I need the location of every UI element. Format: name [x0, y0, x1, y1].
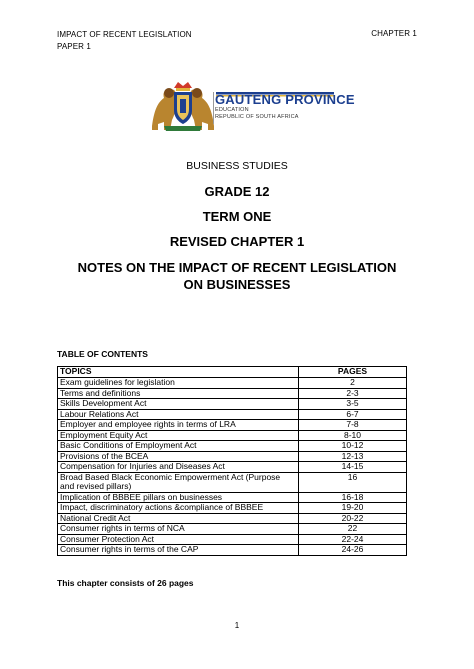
toc-topic: Skills Development Act [58, 399, 299, 410]
table-row [58, 409, 407, 420]
toc-topic: Consumer rights in terms of the CAP [58, 545, 299, 556]
term-title: TERM ONE [202, 209, 272, 224]
toc-topic: Consumer rights in terms of NCA [58, 524, 299, 535]
toc-topic: Implication of BBBEE pillars on businesses [58, 492, 299, 503]
logo-department: EDUCATION [215, 107, 249, 113]
toc-heading: TABLE OF CONTENTS [57, 349, 148, 359]
table-row [58, 534, 407, 545]
table-row [58, 420, 407, 431]
toc-col-topics: TOPICS [58, 367, 299, 378]
toc-topic: Labour Relations Act [58, 409, 299, 420]
toc-pages: 24-26 [299, 545, 407, 556]
toc-topic: Consumer Protection Act [58, 534, 299, 545]
toc-topic: Impact, discriminatory actions &compliance of BBBEE [58, 503, 299, 514]
toc-pages: 2 [299, 378, 407, 389]
toc-topic: Employment Equity Act [58, 430, 299, 441]
toc-pages: 19-20 [299, 503, 407, 514]
toc-col-pages: PAGES [299, 367, 407, 378]
table-row [58, 472, 407, 492]
logo-country: REPUBLIC OF SOUTH AFRICA [215, 114, 299, 120]
toc-pages: 22 [299, 524, 407, 535]
table-row [58, 545, 407, 556]
header-title: IMPACT OF RECENT LEGISLATION [57, 30, 192, 39]
table-row [58, 503, 407, 514]
toc-topic: Employer and employee rights in terms of LRA [58, 420, 299, 431]
toc-pages: 20-22 [299, 513, 407, 524]
header-chapter: CHAPTER 1 [371, 29, 417, 38]
page-count-note: This chapter consists of 26 pages [57, 578, 194, 588]
table-row [58, 492, 407, 503]
toc-topic: Broad Based Black Economic Empowerment Act (Purpose and revised pillars) [58, 472, 299, 492]
toc-topic: Basic Conditions of Employment Act [58, 441, 299, 452]
toc-topic: Provisions of the BCEA [58, 451, 299, 462]
toc-topic: Terms and definitions [58, 388, 299, 399]
table-row [58, 451, 407, 462]
toc-table [57, 366, 407, 556]
toc-pages: 6-7 [299, 409, 407, 420]
table-row [58, 388, 407, 399]
table-row [58, 430, 407, 441]
toc-header-row [58, 367, 407, 378]
toc-pages: 3-5 [299, 399, 407, 410]
toc-topic: National Credit Act [58, 513, 299, 524]
table-row [58, 378, 407, 389]
table-row [58, 462, 407, 473]
page-number: 1 [234, 621, 240, 630]
toc-pages: 2-3 [299, 388, 407, 399]
notes-title [0, 259, 474, 293]
toc-topic: Compensation for Injuries and Diseases Act [58, 462, 299, 473]
table-row [58, 513, 407, 524]
province-name: GAUTENG PROVINCE [215, 92, 355, 107]
toc-pages: 16 [299, 472, 407, 492]
toc-pages: 16-18 [299, 492, 407, 503]
notes-title-text: NOTES ON THE IMPACT OF RECENT LEGISLATION ON BUSINESSES [77, 260, 397, 292]
toc-pages: 14-15 [299, 462, 407, 473]
subject-title: BUSINESS STUDIES [186, 160, 288, 172]
table-row [58, 399, 407, 410]
table-row [58, 524, 407, 535]
toc-pages: 12-13 [299, 451, 407, 462]
toc-pages: 22-24 [299, 534, 407, 545]
toc-pages: 7-8 [299, 420, 407, 431]
chapter-title: REVISED CHAPTER 1 [169, 234, 305, 249]
toc-topic: Exam guidelines for legislation [58, 378, 299, 389]
toc-pages: 10-12 [299, 441, 407, 452]
header-paper: PAPER 1 [57, 42, 91, 51]
table-row [58, 441, 407, 452]
grade-title: GRADE 12 [204, 184, 270, 199]
province-logo-text [215, 93, 355, 121]
toc-pages: 8-10 [299, 430, 407, 441]
running-header-left [57, 29, 192, 53]
